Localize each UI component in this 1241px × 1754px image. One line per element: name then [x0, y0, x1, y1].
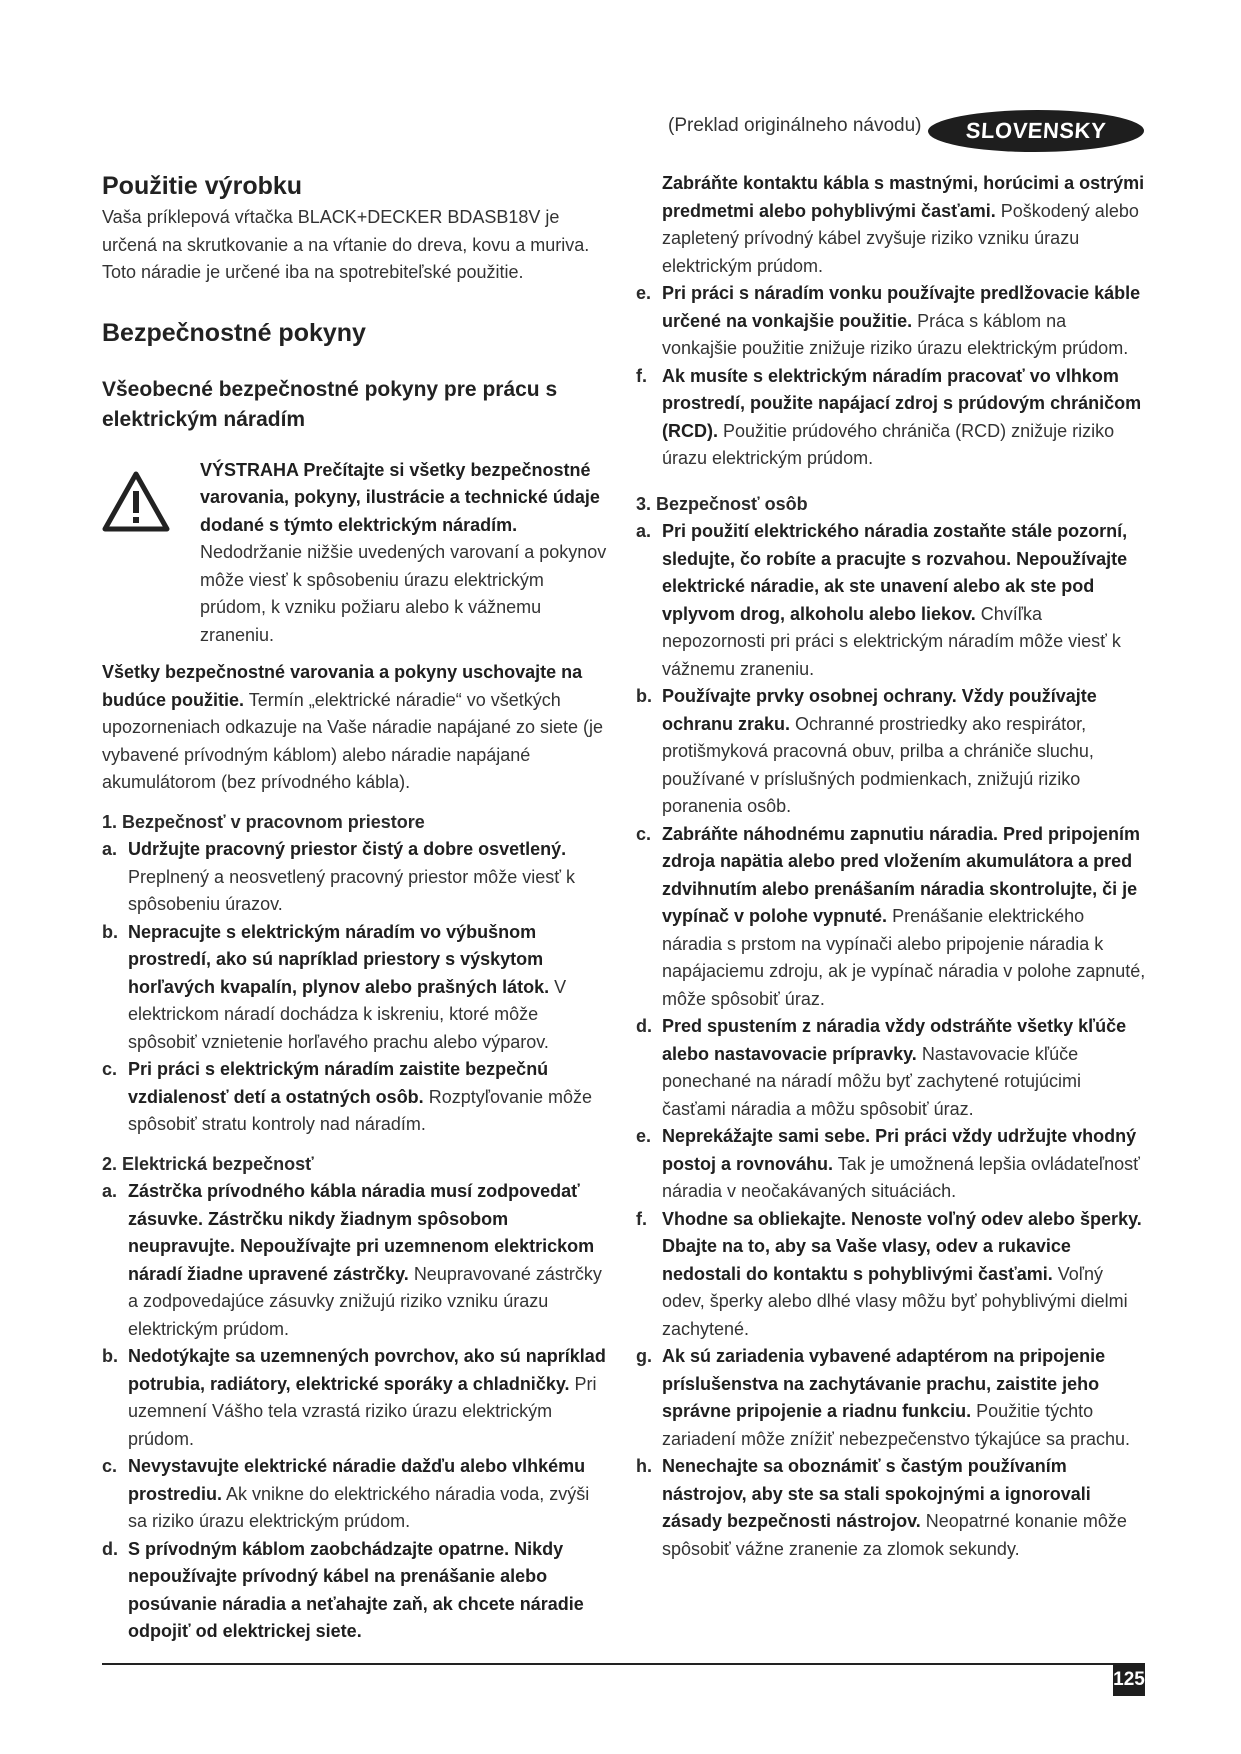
list-item: h. Nenechajte sa oboznámiť s častým používaním nástrojov, aby ste sa stali spokojnými a ignorovali zásady bezpečnosti nástrojov. Neopatrné konanie môže spôsobiť vážne zranenie za zlomok sekundy. — [636, 1456, 1127, 1559]
safety-title: Bezpečnostné pokyny — [102, 318, 366, 347]
language-badge: SLOVENSKY — [927, 110, 1146, 152]
list-item: e. Pri práci s náradím vonku používajte predlžovacie káble určené na vonkajšie použitie. Práca s káblom na vonkajšie použitie znižuje riziko úrazu elektrickým prúdom. — [636, 283, 1141, 358]
list-item-continued: Zabráňte kontaktu kábla s mastnými, horúcimi a ostrými predmetmi alebo pohyblivými časťami. Poškodený alebo zapletený prívodný kábel zvyšuje riziko vzniku úrazu elektrickým prúdom. — [662, 173, 1145, 276]
warning-bold: VÝSTRAHA Prečítajte si všetky bezpečnostné varovania, pokyny, ilustrácie a technické údaje dodané s týmto elektrickým náradím. — [200, 459, 600, 535]
use-title: Použitie výrobku — [102, 172, 303, 200]
section-1-title: 1. Bezpečnosť v pracovnom priestore — [102, 811, 425, 832]
warning-block — [102, 457, 607, 650]
list-item: g. Ak sú zariadenia vybavené adaptérom na pripojenie príslušenstva na zachytávanie prachu, zaistite jeho správne pripojenie a riadnu funkciu. Použitie týchto zariadení môže znížiť nebezpečenstvo týkajúce sa prachu. — [636, 1346, 1131, 1449]
right-column — [636, 170, 1146, 1563]
keep-text: Termín „elektrické náradie“ vo všetkých upozorneniach odkazuje na Vaše náradie napájané zo siete (je vybavené prívodným káblom) alebo náradie napájané akumulátorom (bez prívodného kábla). — [102, 689, 604, 792]
left-column — [102, 170, 607, 1646]
keep-bold: Všetky bezpečnostné varovania a pokyny uschovajte na budúce použitie. — [102, 662, 583, 710]
list-item: a. Udržujte pracovný priestor čistý a dobre osvetlený. Preplnený a neosvetlený pracovný priestor môže viesť k spôsobeniu úrazov. — [102, 839, 575, 914]
footer-rule — [102, 1663, 1144, 1665]
list-item: d. S prívodným káblom zaobchádzajte opatrne. Nikdy nepoužívajte prívodný kábel na prenášanie alebo posúvanie náradia a neťahajte zaň, ak chcete náradie odpojiť od elektrickej siete. — [102, 1538, 584, 1641]
general-safety-title: Všeobecné bezpečnostné pokyny pre prácu s elektrickým náradím — [102, 377, 558, 431]
list-item: c. Pri práci s elektrickým náradím zaistite bezpečnú vzdialenosť detí a ostatných osôb. Rozptyľovanie môže spôsobiť stratu kontroly nad náradím. — [102, 1059, 593, 1134]
list-item: b. Používajte prvky osobnej ochrany. Vždy používajte ochranu zraku. Ochranné prostriedky ako respirátor, protišmyková pracovná obuv, prilba a chrániče sluchu, používané v príslušných podmienkach, znižujú riziko poranenia osôb. — [636, 686, 1097, 816]
list-item: e. Neprekážajte sami sebe. Pri práci vždy udržujte vhodný postoj a rovnováhu. Tak je umožnená lepšia ovládateľnosť náradia v neočakávaných situáciách. — [636, 1126, 1140, 1201]
list-item: b. Nedotýkajte sa uzemnených povrchov, ako sú napríklad potrubia, radiátory, elektrické sporáky a chladničky. Pri uzemnení Vášho tela vzrastá riziko úrazu elektrickým prúdom. — [102, 1346, 606, 1449]
list-item: a. Zástrčka prívodného kábla náradia musí zodpovedať zásuvke. Zástrčku nikdy žiadnym spôsobom neupravujte. Nepoužívajte pri uzemnenom elektrickom náradí žiadne upravené zástrčky. Neupravované zástrčky a zodpovedajúce zásuvky znižujú riziko vzniku úrazu elektrickým prúdom. — [102, 1181, 602, 1339]
list-item: d. Pred spustením z náradia vždy odstráňte všetky kľúče alebo nastavovacie prípravky. Nastavovacie kľúče ponechané na náradí môžu byť zachytené rotujúcimi časťami náradia a môžu spôsobiť úraz. — [636, 1016, 1127, 1119]
section-3-title: 3. Bezpečnosť osôb — [636, 493, 808, 514]
list-item: b. Nepracujte s elektrickým náradím vo výbušnom prostredí, ako sú napríklad priestory s výskytom horľavých kvapalín, plynov alebo prašných látok. V elektrickom náradí dochádza k iskreniu, ktoré môže spôsobiť vznietenie horľavého prachu alebo výparov. — [102, 921, 567, 1052]
use-text: Vaša príklepová vŕtačka BLACK+DECKER BDASB18V je určená na skrutkovanie a na vŕtanie do dreva, kovu a muriva. Toto náradie je určené iba na spotrebiteľské použitie. — [102, 207, 590, 282]
page-number: 125 — [1113, 1663, 1145, 1696]
list-item: f. Ak musíte s elektrickým náradím pracovať vo vlhkom prostredí, použite napájací zdroj s prúdovým chráničom (RCD). Použitie prúdového chrániča (RCD) znižuje riziko úrazu elektrickým prúdom. — [636, 365, 1142, 468]
list-item: c. Nevystavujte elektrické náradie dažďu alebo vlhkému prostrediu. Ak vnikne do elektrického náradia voda, zvýši sa riziko úrazu elektrickým prúdom. — [102, 1456, 590, 1531]
warning-triangle-icon — [102, 457, 200, 650]
warning-text: Nedodržanie nižšie uvedených varovaní a pokynov môže viesť k spôsobeniu úrazu elektrickým prúdom, k vzniku požiaru alebo k vážnemu zraneniu. — [200, 542, 607, 645]
list-item: a. Pri použití elektrického náradia zostaňte stále pozorní, sledujte, čo robíte a pracujte s rozvahou. Nepoužívajte elektrické náradie, ak ste unavení alebo ak ste pod vplyvom drog, alkoholu alebo liekov. Chvíľka nepozornosti pri práci s elektrickým náradím môže viesť k vážnemu zraneniu. — [636, 521, 1128, 679]
section-2-title: 2. Elektrická bezpečnosť — [102, 1153, 314, 1174]
translation-note: (Preklad originálneho návodu) — [668, 115, 922, 136]
list-item: c. Zabráňte náhodnému zapnutiu náradia. Pred pripojením zdroja napätia alebo pred vložením akumulátora a pred zdvihnutím alebo prenášaním náradia skontrolujte, či je vypínač v polohe vypnuté. Prenášanie elektrického náradia s prstom na vypínači alebo pripojenie náradia k napájaciemu zdroju, ak je vypínač náradia v polohe zapnuté, môže spôsobiť úraz. — [636, 823, 1146, 1009]
list-item: f. Vhodne sa obliekajte. Nenoste voľný odev alebo šperky. Dbajte na to, aby sa Vaše vlasy, odev a rukavice nedostali do kontaktu s pohyblivými časťami. Voľný odev, šperky alebo dlhé vlasy môžu byť pohyblivými dielmi zachytené. — [636, 1208, 1142, 1339]
